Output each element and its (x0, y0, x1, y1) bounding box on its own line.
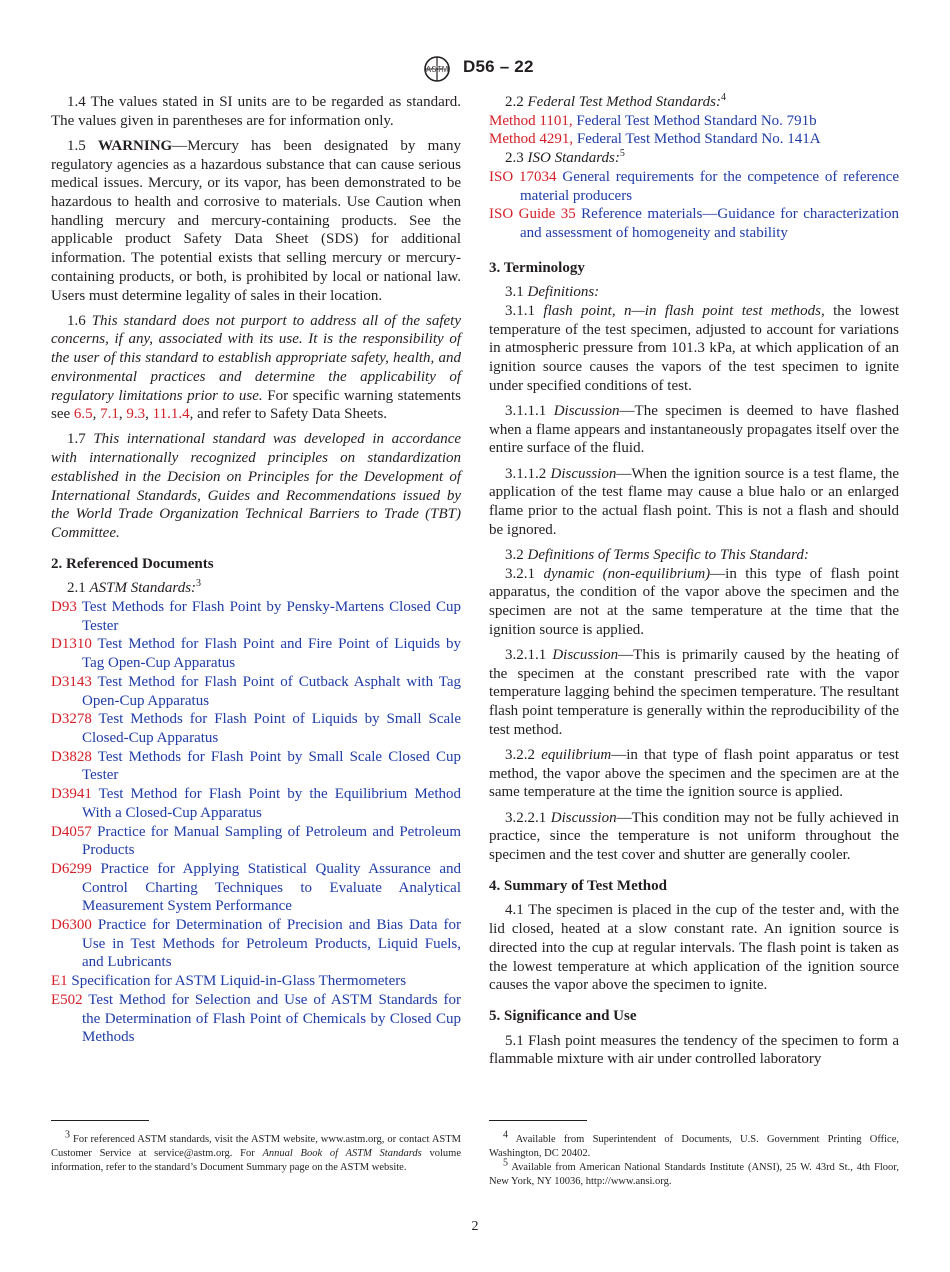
paragraph-4-1: 4.1 The specimen is placed in the cup of the tester and, with the lid closed, heated at a slow constant rate. An ignition source is directed into the cup at regular intervals. The flash point is taken as the lowest temperature at which application of the ignition source causes the vapor above the specimen to ignite. (489, 902, 899, 994)
paragraph-1-5: 1.5 WARNING—Mercury has been designated by many regulatory agencies as a hazardous substance that can cause serious medical issues. Mercury, or its vapor, has been demonstrated to be hazardous to health and corrosive to materials. Use Caution when handling mercury and mercury-containing products. See the applicable product Safety Data Sheet (SDS) for additional information. The potential exists that selling mercury or mercury-containing products, or both, is prohibited by local or national law. Users must determine legality of sales in their location. (51, 137, 461, 304)
paragraph-2-1: 2.1 ASTM Standards:$^3$ (67, 578, 202, 597)
reference-item[interactable]: D3941 Test Method for Flash Point by the Equilibrium Method With a Closed-Cup Apparatus (51, 786, 461, 821)
document-designation: D56 – 22 (463, 57, 534, 76)
paragraph-3-2-2-1: 3.2.2.1 Discussion—This condition may not be fully achieved in practice, since the temperature is not uniform throughout the specimen and the test cover and shutter are generally cooler. (489, 809, 899, 864)
section-4-heading: 4. Summary of Test Method (489, 877, 667, 894)
section-2-heading: 2. Referenced Documents (51, 555, 214, 572)
federal-reference-list (489, 112, 899, 149)
footnote-3: $^3$ For referenced ASTM standards, visit the ASTM website, www.astm.org, or contact ASTM Customer Service at service@astm.org. For Annual Book of ASTM Standards volume information, refer to the standard’s Document Summary page on the ASTM website. (51, 1129, 461, 1173)
paragraph-3-2-2: 3.2.2 equilibrium—in that type of flash point apparatus or test method, the vapor above the specimen and the specimen are at the same temperature at the time the ignition source is applied. (489, 747, 900, 801)
reference-item[interactable]: Method 1101, Federal Test Method Standard No. 791b (489, 112, 817, 129)
reference-item[interactable]: D6300 Practice for Determination of Precision and Bias Data for Use in Test Methods for Petroleum Products, Liquid Fuels, and Lubricants (51, 917, 461, 971)
footnote-divider-left (51, 1120, 149, 1121)
paragraph-2-2: 2.2 Federal Test Method Standards:$^4$ (505, 92, 726, 110)
paragraph-3-2-1-1: 3.2.1.1 Discussion—This is primarily caused by the heating of the specimen at the constant prescribed rate with the vapor temperature lagging behind the specimen temperature. The resultant flash point temperature is generally within the reproducibility of the test method. (489, 646, 899, 738)
paragraph-3-1-1: 3.1.1 flash point, n—in flash point test methods, the lowest temperature of the test specimen, adjusted to account for variations in atmospheric pressure from 101.3 kPa, at which application of an ignition source causes the vapors of the test specimen to ignite under specified conditions of test. (489, 303, 899, 394)
reference-item[interactable]: D4057 Practice for Manual Sampling of Petroleum and Petroleum Products (51, 823, 461, 859)
paragraph-1-4: 1.4 The values stated in SI units are to be regarded as standard. The values given in parentheses are for information only. (51, 94, 461, 129)
paragraph-2-3: 2.3 ISO Standards:$^5$ (505, 148, 625, 167)
reference-item[interactable]: D3828 Test Methods for Flash Point by Small Scale Closed Cup Tester (51, 748, 462, 784)
reference-item[interactable]: ISO Guide 35 Reference materials—Guidance for characterization and assessment of homogeneity and stability (489, 206, 899, 241)
link-section-6-5[interactable]: 6.5 (73, 406, 93, 423)
reference-item[interactable]: D1310 Test Method for Flash Point and Fire Point of Liquids by Tag Open-Cup Apparatus (51, 636, 461, 672)
section-3-heading: 3. Terminology (489, 259, 585, 276)
reference-item[interactable]: ISO 17034 General requirements for the competence of reference material producers (489, 168, 900, 204)
paragraph-3-1: 3.1 Definitions: (505, 284, 600, 301)
section-5-heading: 5. Significance and Use (489, 1007, 637, 1024)
reference-item[interactable]: D93 Test Methods for Flash Point by Pensky-Martens Closed Cup Tester (51, 599, 461, 634)
footnotes-4-5 (489, 1129, 899, 1189)
reference-item[interactable]: E502 Test Method for Selection and Use of ASTM Standards for the Determination of Flash Point of Chemicals by Closed Cup Methods (51, 991, 461, 1046)
paragraph-1-6: 1.6 This standard does not purport to address all of the safety concerns, if any, associated with its use. It is the responsibility of the user of this standard to establish appropriate safety, health, and environmental practices and determine the applicability of regulatory limitations prior to use. For specific warning statements see 6.5, 7.1, 9.3, 11.1.4, and refer to Safety Data Sheets. (51, 312, 462, 423)
reference-item[interactable]: D3278 Test Methods for Flash Point of Liquids by Small Scale Closed-Cup Apparatus (51, 711, 462, 746)
page-header (0, 56, 950, 82)
left-column (51, 93, 461, 1047)
astm-logo-icon (418, 56, 456, 82)
reference-item[interactable]: D3143 Test Method for Flash Point of Cutback Asphalt with Tag Open-Cup Apparatus (51, 673, 461, 709)
astm-logo-lettering: ASTM (425, 65, 449, 74)
footnote-4: $^4$ Available from Superintendent of Documents, U.S. Government Printing Office, Washington, DC 20402. (489, 1129, 899, 1159)
link-section-9-3[interactable]: 9.3 (126, 406, 146, 423)
iso-reference-list (489, 168, 899, 243)
paragraph-3-2: 3.2 Definitions of Terms Specific to This Standard: (505, 546, 809, 563)
paragraph-1-7: 1.7 This international standard was developed in accordance with internationally recognized principles on standardization established in the Decision on Principles for the Development of International Standards, Guides and Recommendations issued by the World Trade Organization Technical Barriers to Trade (TBT) Committee. (51, 431, 462, 541)
paragraph-3-1-1-1: 3.1.1.1 Discussion—The specimen is deemed to have flashed when a flame appears and instantaneously propagates itself over the entire surface of the fluid. (489, 403, 899, 457)
paragraph-5-1: 5.1 Flash point measures the tendency of the specimen to form a flammable mixture with air under controlled laboratory (489, 1032, 899, 1068)
page-number: 2 (471, 1219, 479, 1234)
astm-reference-list (51, 598, 461, 1047)
paragraph-3-2-1: 3.2.1 dynamic (non-equilibrium)—in this type of flash point apparatus, the condition of the vapor above the specimen and the specimen are not at the same temperature at the time that the ignition source is applied. (489, 565, 899, 638)
reference-item[interactable]: D6299 Practice for Applying Statistical Quality Assurance and Control Charting Techniques to Evaluate Analytical Measurement System Performance (51, 860, 462, 915)
link-section-7-1[interactable]: 7.1 (100, 406, 119, 423)
link-section-11-1-4[interactable]: 11.1.4 (152, 406, 190, 423)
reference-item[interactable]: Method 4291, Federal Test Method Standard No. 141A (489, 131, 821, 148)
reference-item[interactable]: E1 Specification for ASTM Liquid-in-Glass Thermometers (51, 973, 407, 990)
footnote-divider-right (489, 1120, 587, 1121)
paragraph-3-1-1-2: 3.1.1.2 Discussion—When the ignition source is a test flame, the application of the test flame may cause a blue halo or an enlarged flame prior to the actual flash point. This is not a flash and should be ignored. (489, 465, 900, 538)
footnote-5: $^5$ Available from American National Standards Institute (ANSI), 25 W. 43rd St., 4th Floor, New York, NY 10036, http://www.ansi.org. (489, 1157, 899, 1187)
warning-label: WARNING (98, 137, 173, 154)
right-column (489, 93, 899, 1076)
